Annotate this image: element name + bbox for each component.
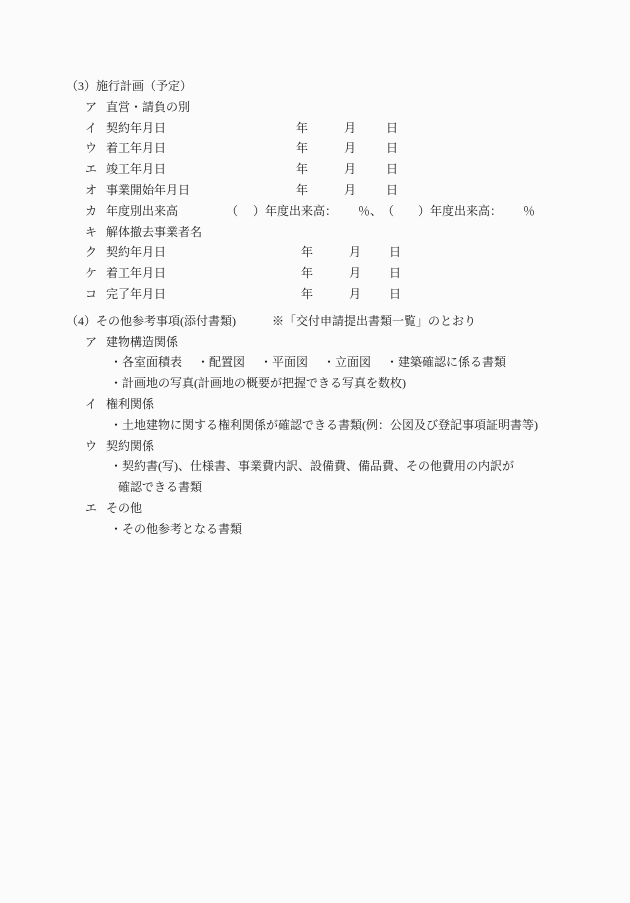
bullet-text: ・契約書(写)、仕様書、事業費内訳、設備費、備品費、その他費用の内訳が (110, 459, 514, 474)
section4-row-u-bullet-1 (0, 456, 630, 477)
bullet-text: ・各室面積表 ・配置図 ・平面図 ・立面図 ・建築確認に係る書類 (110, 355, 507, 370)
row-label: 解体撤去事業者名 (106, 224, 203, 239)
day-unit: 日 (389, 286, 402, 301)
section4-row-a-bullet-1 (0, 352, 630, 373)
day-unit: 日 (386, 182, 399, 197)
row-kana: ウ (85, 438, 98, 453)
section3-row-ko (0, 284, 630, 305)
bullet-continuation-text: 確認できる書類 (118, 480, 203, 495)
month-unit: 月 (344, 182, 357, 197)
section3-row-u (0, 138, 630, 159)
row-label: 直営・請負の別 (106, 99, 191, 114)
row-kana: ア (85, 99, 98, 114)
section3-row-ki (0, 222, 630, 243)
row-kana: キ (85, 224, 98, 239)
month-unit: 月 (349, 286, 362, 301)
year-unit: 年 (296, 182, 309, 197)
row-kana: ケ (85, 266, 98, 281)
section4-row-a (0, 332, 630, 353)
row-label: 契約年月日 (106, 245, 167, 260)
year-unit: 年 (301, 286, 314, 301)
row-kana: ク (85, 245, 98, 260)
section4-heading-text: （4）その他参考事項(添付書類) (66, 313, 236, 328)
row-label: 建物構造関係 (106, 334, 179, 349)
row-label: 権利関係 (106, 396, 155, 411)
section4-row-e-bullet-1 (0, 519, 630, 540)
bullet-text: ・その他参考となる書類 (110, 521, 243, 536)
day-unit: 日 (386, 162, 399, 177)
bullet-text: ・計画地の写真(計画地の概要が把握できる写真を数枚) (110, 376, 406, 391)
row-kana: カ (85, 203, 98, 218)
section3-row-ka (0, 201, 630, 222)
month-unit: 月 (349, 245, 362, 260)
row-kana: ウ (85, 141, 98, 156)
year-unit: 年 (296, 141, 309, 156)
section3-row-ku (0, 242, 630, 263)
section3-row-o (0, 180, 630, 201)
section4-heading-note: ※「交付申請提出書類一覧」のとおり (272, 313, 477, 328)
month-unit: 月 (344, 120, 357, 135)
row-label: 契約関係 (106, 438, 155, 453)
row-label: 完了年月日 (106, 286, 167, 301)
section4-row-u (0, 436, 630, 457)
month-unit: 月 (344, 141, 357, 156)
row-label: その他 (106, 500, 143, 515)
section4-row-a-bullet-2 (0, 373, 630, 394)
bullet-text: ・土地建物に関する権利関係が確認できる書類(例：公図及び登記事項証明書等) (110, 417, 538, 432)
row-kana: オ (85, 182, 98, 197)
row-label: 竣工年月日 (106, 162, 167, 177)
day-unit: 日 (389, 245, 402, 260)
section4-row-i-bullet-1 (0, 415, 630, 436)
row-kana: コ (85, 286, 98, 301)
section4-row-u-continuation (0, 477, 630, 498)
row-label: 契約年月日 (106, 120, 167, 135)
month-unit: 月 (344, 162, 357, 177)
month-unit: 月 (349, 266, 362, 281)
year-unit: 年 (296, 120, 309, 135)
row-kana: エ (85, 500, 98, 515)
row-kana: エ (85, 162, 98, 177)
day-unit: 日 (386, 141, 399, 156)
year-unit: 年 (301, 245, 314, 260)
section4-row-i (0, 394, 630, 415)
section4-row-e (0, 498, 630, 519)
row-kana: イ (85, 120, 98, 135)
row-label: 着工年月日 (106, 266, 167, 281)
section3-row-a (0, 97, 630, 118)
section4-heading (0, 311, 630, 332)
year-unit: 年 (296, 162, 309, 177)
row-kana: イ (85, 396, 98, 411)
fiscal-year-progress-blanks: （ ）年度出来高： ％、 （ ）年度出来高： ％ (226, 203, 536, 218)
section3-heading-text: （3）施行計画（予定） (66, 79, 193, 93)
day-unit: 日 (386, 120, 399, 135)
section3-row-e (0, 159, 630, 180)
row-label: 着工年月日 (106, 141, 167, 156)
document-body (0, 76, 630, 540)
section3-row-i (0, 118, 630, 139)
row-label: 事業開始年月日 (106, 182, 191, 197)
section3-heading (0, 76, 630, 97)
day-unit: 日 (389, 266, 402, 281)
section3-row-ke (0, 263, 630, 284)
year-unit: 年 (301, 266, 314, 281)
row-kana: ア (85, 334, 98, 349)
row-label: 年度別出来高 (106, 203, 179, 218)
